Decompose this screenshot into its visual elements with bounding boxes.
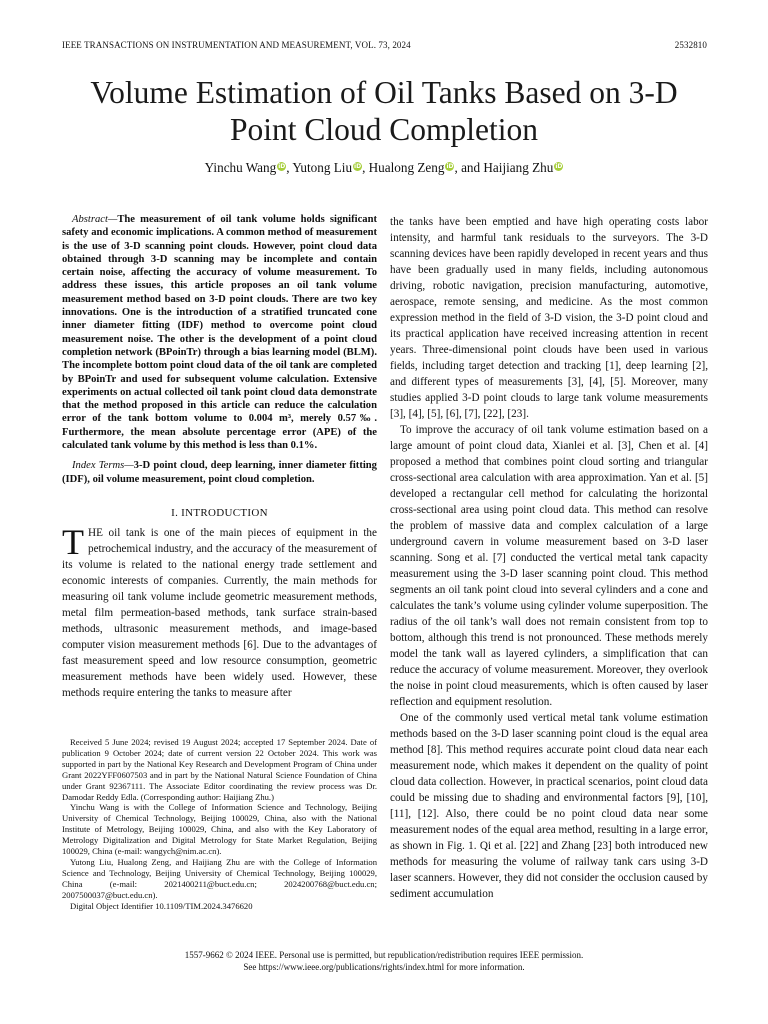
footnote-doi: Digital Object Identifier 10.1109/TIM.2024.3476620 — [70, 900, 253, 911]
right-column — [390, 214, 708, 902]
running-head — [62, 40, 707, 50]
title-line-2: Point Cloud Completion — [229, 112, 539, 147]
orcid-icon[interactable]: iD — [278, 163, 286, 170]
intro-paragraph-1 — [62, 521, 377, 701]
copyright-notice — [40, 950, 728, 973]
intro-paragraph-1-text: HE oil tank is one of the main pieces of equipment in the petrochemical industry, and the accuracy of the measurement of its volume is related to the national energy trade settlement and economic interests of companies. Currently, the main methods for measuring oil tank volume include geometric measurement methods, metal film permeation-based methods, tank surface strain-based methods, ultrasonic measurement methods, and image-based computer vision measurement methods [6]. Due to the advantages of fast measurement speed and low resource consumption, geometric measurement methods have been widely used. However, these methods require entering the tanks to measure after — [62, 526, 377, 699]
index-terms — [62, 459, 377, 486]
author-separator: , — [286, 160, 293, 175]
copyright-line-1: 1557-9662 © 2024 IEEE. Personal use is permitted, but republication/redistribution requires IEEE permission. — [184, 950, 584, 960]
copyright-line-2: See https://www.ieee.org/publications/rights/index.html for more information. — [243, 961, 525, 972]
footnote-affiliation-1: Yinchu Wang is with the College of Information Science and Technology, Beijing University of Chemical Technology, Beijing 100029, China, also with the National Institute of Metrology, Beijing 100029, China, and also with the Key Laboratory of Metrology Digitalization and Digital Metrology for State Market Regulation, Beijing 100029, China (e-mail: wangych@nim.ac.cn). — [62, 802, 377, 857]
drop-cap: T — [62, 521, 84, 562]
title-line-1: Volume Estimation of Oil Tanks Based on 3-D — [90, 75, 678, 110]
author-separator: , — [362, 160, 369, 175]
author-2: Yutong Liu — [292, 160, 353, 175]
footnotes — [62, 737, 377, 912]
intro-paragraph-3: To improve the accuracy of oil tank volume estimation based on a large amount of point cloud data, Xianlei et al. [3], Chen et al. [4] proposed a method that combines point cloud sorting and triangular cross-sectional area calculation with area approximation. Yan et al. [5] developed a rectangular cell method for calculating the horizontal cross-sectional area using point cloud data. This method can resolve the problem of massive data and complex calculation of a large underground cavern in volume measurement based on 3-D laser scanning. Song et al. [7] conducted the vertical metal tank capacity measurement using the 3-D laser scanning point cloud. This method segments an oil tank point cloud into several cylinders and a cone and calculates the tank’s volume using cylinder volume superposition. The radius of the oil tank’s wall does not remain consistent from top to bottom, although this trend is not pronounced. These methods merely model the tank wall as layered cylinders, a simplification that can reduce the accuracy of volume measurement. Moreover, they overlook the noise in point cloud measurements, which is often caused by laser reflection and equipment resolution. — [390, 424, 708, 708]
left-column — [62, 213, 377, 701]
abstract — [62, 213, 377, 452]
abstract-lead: Abstract— — [72, 214, 118, 225]
orcid-icon[interactable]: iD — [555, 163, 563, 170]
section-heading-introduction: I. INTRODUCTION — [171, 506, 268, 519]
journal-name: IEEE TRANSACTIONS ON INSTRUMENTATION AND MEASUREMENT, VOL. 73, 2024 — [62, 40, 411, 50]
index-terms-lead: Index Terms— — [72, 460, 134, 472]
paper-title — [40, 74, 728, 148]
footnote-received: Received 5 June 2024; revised 19 August 2024; accepted 17 September 2024. Date of publication 9 October 2024; date of current version 22 October 2024. This work was supported in part by the National Key Research and Development Program of China under Grant 2022YFF0607503 and in part by the National Natural Science Foundation of China under Grant 92367111. The Associate Editor coordinating the review process was Dr. Damodar Reddy Edla. (Corresponding author: Haijiang Zhu.) — [62, 737, 377, 802]
author-1: Yinchu Wang — [204, 160, 277, 175]
orcid-icon[interactable]: iD — [354, 163, 362, 170]
intro-paragraph-4: One of the commonly used vertical metal tank volume estimation methods based on the 3-D laser scanning point cloud is the equal area method [8]. This method requires accurate point cloud data near each measurement node, which makes it dependent on the quality of point cloud data collection. However, in practical scenarios, point cloud data could be missing due to shading and environmental factors [9], [10], [11], [12]. Also, there could be no point cloud data near some measurement nodes of the equal area method, resulting in a large error, as shown in Fig. 1. Qi et al. [22] and Zhang [23] both introduced new methods for measuring the volume of railway tank cars using 3-D laser scanners. However, they did not consider the occlusion caused by sediment accumulation — [390, 712, 708, 900]
orcid-icon[interactable]: iD — [446, 163, 454, 170]
author-list — [40, 160, 728, 176]
article-number: 2532810 — [674, 40, 707, 50]
abstract-text: The measurement of oil tank volume holds significant safety and economic implications. A common method of measurement is the use of 3-D scanning point clouds. However, point cloud data obtained through 3-D scanning may be incomplete and contain certain noise, affecting the accuracy of volume measurement. To address these issues, this article proposes an oil tank volume measurement method based on 3-D point clouds. There are two key innovations. One is the introduction of a stratified truncated cone inner diameter fitting (IDF) method to overcome point cloud measurement noise. The other is the development of a point cloud completion network (BPoinTr) through a bias learning model (BLM). The incomplete bottom point cloud data of the oil tank are completed by BPoinTr and used for subsequent volume calculation. Extensive experiments on actual collected oil tank point cloud data demonstrate that the method proposed in this article can reduce the calculation error of the tank bottom volume to 0.004 m³, merely 0.57‰. Furthermore, the mean absolute percentage error (APE) of the calculated tank volume by this method is less than 0.1%. — [62, 214, 377, 452]
author-separator-last: , and — [454, 160, 484, 175]
author-4: Haijiang Zhu — [483, 160, 554, 175]
author-3: Hualong Zeng — [368, 160, 445, 175]
index-terms-text: 3-D point cloud, deep learning, inner diameter fitting (IDF), oil volume measurement, point cloud completion. — [62, 460, 377, 485]
intro-paragraph-2: the tanks have been emptied and have high operating costs labor intensity, and harmful tank residuals to the surveyors. The 3-D scanning devices have been rapidly developed in recent years and thus have been gradually used in many fields, including autonomous driving, robotic navigation, precision manufacturing, automotive, aerospace, remote sensing, and medicine. As the most common expression method in the field of 3-D vision, the 3-D point cloud and its practical application have received increasing attention in recent years. Three-dimensional point clouds have been used in various fields, including target detection and tracking [1], deep learning [2], and different types of measurements [3], [4], [5]. Moreover, many studies applied 3-D point clouds to large tank volume measurements [3], [4], [5], [6], [7], [22], [23]. — [390, 216, 708, 420]
footnote-affiliation-2: Yutong Liu, Hualong Zeng, and Haijiang Zhu are with the College of Information Science and Technology, Beijing University of Chemical Technology, Beijing 100029, China (e-mail: 2021400211@buct.edu.cn; 2024200768@buct.edu.cn; 2007500037@buct.edu.cn). — [62, 856, 377, 900]
